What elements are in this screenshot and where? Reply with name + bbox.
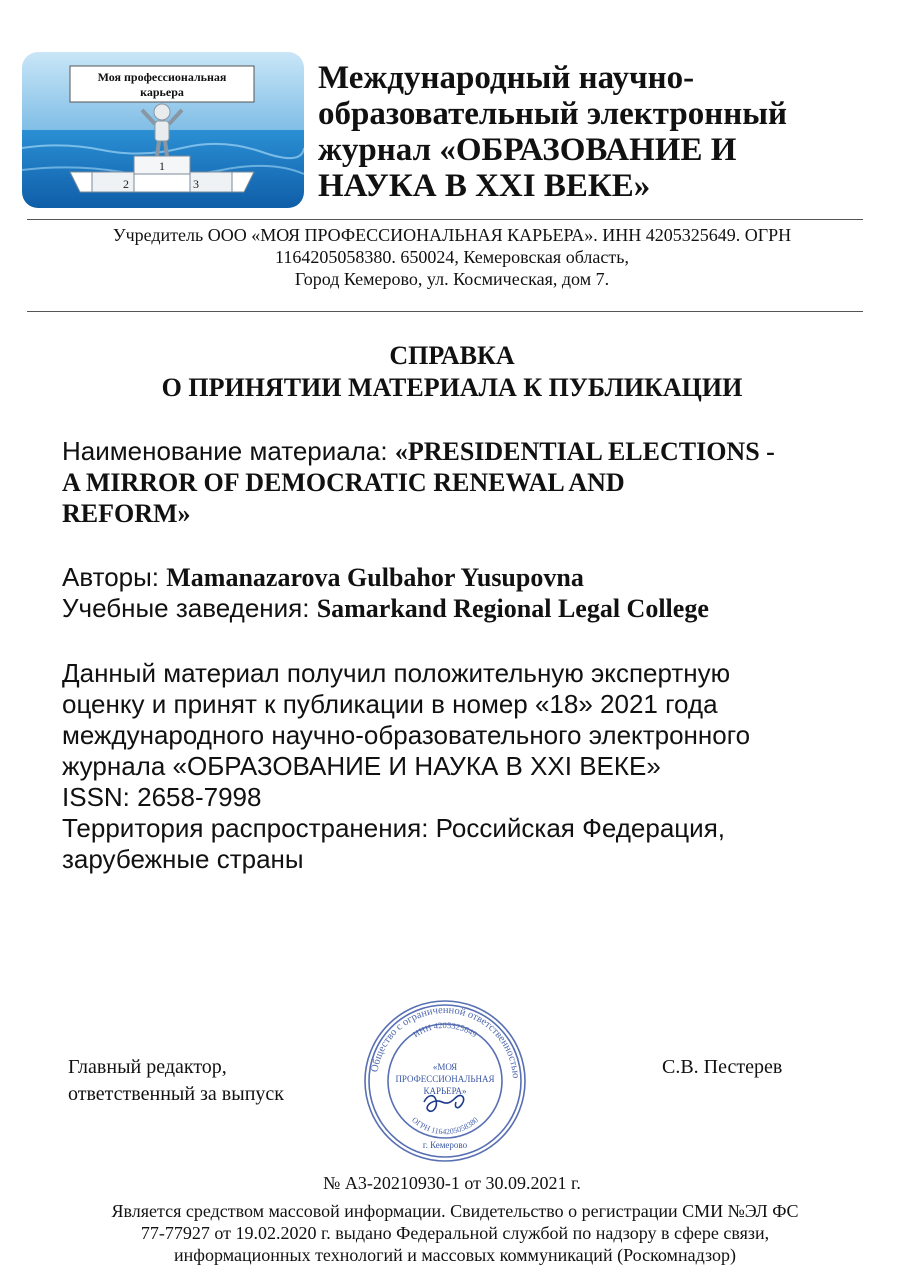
authors-value: Mamanazarova Gulbahor Yusupovna bbox=[166, 563, 584, 592]
editor-role bbox=[68, 1054, 284, 1108]
podium-number-1: 1 bbox=[159, 159, 165, 173]
founder-line: 1164205058380. 650024, Кемеровская область, bbox=[275, 247, 629, 267]
acceptance-statement bbox=[62, 658, 862, 875]
institutions-label: Учебные заведения: bbox=[62, 593, 317, 623]
journal-logo bbox=[22, 52, 304, 208]
editor-role-line: ответственный за выпуск bbox=[68, 1083, 284, 1105]
journal-title-line: образовательный электронный bbox=[318, 96, 788, 132]
document-title-line: СПРАВКА bbox=[389, 341, 515, 370]
editor-name: С.В. Пестерев bbox=[662, 1056, 783, 1078]
stamp-city: г. Кемерово bbox=[422, 1140, 468, 1150]
podium-number-2: 2 bbox=[123, 177, 129, 191]
material-title-line: «PRESIDENTIAL ELECTIONS - bbox=[394, 437, 775, 466]
authors-label: Авторы: bbox=[62, 562, 167, 592]
registration-line: информационных технологий и массовых коммуникаций (Роскомнадзор) bbox=[174, 1245, 736, 1265]
stamp-ogrn: ОГРН 1164205058380 bbox=[410, 1115, 480, 1137]
stamp-center-line: ПРОФЕССИОНАЛЬНАЯ bbox=[395, 1074, 495, 1084]
logo-image bbox=[22, 52, 304, 208]
statement-line: оценку и принят к публикации в номер «18» 2021 года bbox=[62, 689, 718, 719]
podium-number-3: 3 bbox=[193, 177, 199, 191]
institutions-value: Samarkand Regional Legal College bbox=[316, 594, 709, 623]
registration-info bbox=[40, 1200, 870, 1266]
material-title-line: A MIRROR OF DEMOCRATIC RENEWAL AND bbox=[62, 468, 625, 497]
founder-line: Город Кемерово, ул. Космическая, дом 7. bbox=[294, 269, 610, 289]
certificate-number: № А3-20210930-1 от 30.09.2021 г. bbox=[323, 1173, 581, 1193]
stamp-inn: ИНН 4205325649 bbox=[411, 1020, 479, 1040]
founder-info bbox=[27, 224, 877, 290]
stamp-seal bbox=[362, 998, 528, 1164]
stamp-center-line: КАРЬЕРА» bbox=[423, 1086, 467, 1096]
founder-line: Учредитель ООО «МОЯ ПРОФЕССИОНАЛЬНАЯ КАРЬЕРА». ИНН 4205325649. ОГРН bbox=[112, 225, 792, 245]
journal-title-line: НАУКА В XXI ВЕКЕ» bbox=[318, 168, 651, 204]
stamp-center-line: «МОЯ bbox=[432, 1062, 458, 1072]
official-stamp bbox=[362, 998, 528, 1164]
statement-line: журнала «ОБРАЗОВАНИЕ И НАУКА В XXI ВЕКЕ» bbox=[62, 751, 661, 781]
journal-title bbox=[318, 60, 878, 204]
statement-line: международного научно-образовательного электронного bbox=[62, 720, 751, 750]
authors-block bbox=[62, 562, 862, 624]
logo-caption-line2: карьера bbox=[140, 85, 184, 99]
material-block bbox=[62, 436, 862, 529]
journal-title-line: Международный научно- bbox=[318, 60, 695, 96]
material-title-line: REFORM» bbox=[62, 499, 191, 528]
svg-text:ИНН 4205325649 bbox=[411, 1020, 479, 1039]
registration-line: Является средством массовой информации. Свидетельство о регистрации СМИ №ЭЛ ФС bbox=[111, 1201, 799, 1221]
registration-line: 77-77927 от 19.02.2020 г. выдано Федеральной службой по надзору в сфере связи, bbox=[140, 1223, 770, 1243]
stamp-ring-text: Общество с ограниченной ответственностью bbox=[369, 1004, 522, 1079]
journal-title-line: журнал «ОБРАЗОВАНИЕ И bbox=[318, 132, 737, 168]
document-title bbox=[0, 340, 904, 404]
material-label: Наименование материала: bbox=[62, 436, 395, 466]
signature-scribble bbox=[424, 1095, 464, 1111]
document-title-line: О ПРИНЯТИИ МАТЕРИАЛА К ПУБЛИКАЦИИ bbox=[161, 373, 743, 402]
editor-role-line: Главный редактор, bbox=[68, 1056, 227, 1078]
issn: ISSN: 2658-7998 bbox=[62, 782, 262, 812]
header-divider-top bbox=[27, 219, 863, 220]
territory-line: Территория распространения: Российская Федерация, bbox=[62, 813, 725, 843]
territory-line: зарубежные страны bbox=[62, 844, 304, 874]
header-divider-bottom bbox=[27, 311, 863, 312]
statement-line: Данный материал получил положительную экспертную bbox=[62, 658, 731, 688]
logo-caption-line1: Моя профессиональная bbox=[97, 70, 227, 84]
